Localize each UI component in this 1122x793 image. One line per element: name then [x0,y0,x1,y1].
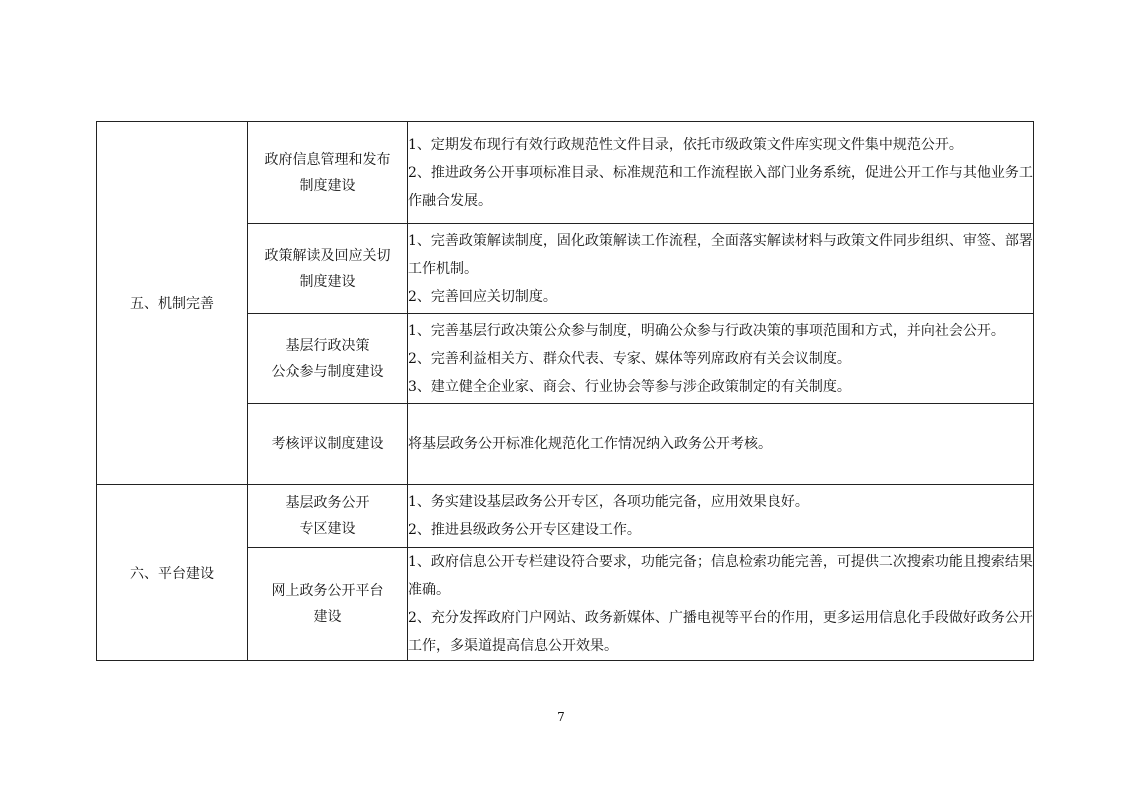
item-cell [248,548,408,661]
item-label: 政策解读及回应关切 [264,247,391,264]
requirement-text: 2、推进县级政务公开专区建设工作。 [408,522,641,538]
requirement-text: 2、推进政务公开事项标准目录、标准规范和工作流程嵌入部门业务系统，促进公开工作与其他业务工作融合发展。 [408,164,1033,209]
table-row [97,485,1034,548]
item-label: 基层行政决策 [285,337,370,354]
requirement-text: 1、完善政策解读制度，固化政策解读工作流程，全面落实解读材料与政策文件同步组织、审签、部署工作机制。 [408,232,1033,277]
requirement-cell [408,548,1034,661]
item-label: 政府信息管理和发布 [264,151,391,168]
policy-table [96,121,1034,661]
page-number: 7 [557,710,565,724]
item-label: 基层政务公开 [285,495,370,511]
table-row [97,122,1034,224]
item-cell [248,485,408,548]
item-label: 公众参与制度建设 [271,363,384,380]
requirement-cell [408,224,1034,314]
requirement-cell [408,485,1034,548]
requirement-text: 2、完善回应关切制度。 [408,288,557,305]
requirement-text: 3、建立健全企业家、商会、行业协会等参与涉企政策制定的有关制度。 [408,378,851,395]
requirement-cell [408,122,1034,224]
requirement-text: 1、完善基层行政决策公众参与制度，明确公众参与行政决策的事项范围和方式，并向社会公开。 [408,322,1005,339]
category-cell: 六、平台建设 [97,485,248,661]
item-cell [248,224,408,314]
requirement-cell [408,404,1034,485]
item-cell [248,404,408,485]
item-label: 制度建设 [299,273,356,290]
requirement-text: 1、定期发布现行有效行政规范性文件目录，依托市级政策文件库实现文件集中规范公开。 [408,136,963,153]
item-cell [248,122,408,224]
item-label: 考核评议制度建设 [271,436,384,452]
item-label: 专区建设 [299,521,356,537]
category-cell: 五、机制完善 [97,122,248,485]
item-cell [248,314,408,404]
requirement-text: 1、务实建设基层政务公开专区，各项功能完备，应用效果良好。 [408,494,809,510]
requirement-text: 2、充分发挥政府门户网站、政务新媒体、广播电视等平台的作用，更多运用信息化手段做好政务公开工作，多渠道提高信息公开效果。 [408,610,1033,654]
requirement-text: 1、政府信息公开专栏建设符合要求，功能完备；信息检索功能完善，可提供二次搜索功能且搜索结果准确。 [408,554,1033,598]
item-label: 网上政务公开平台 [271,583,384,599]
item-label: 制度建设 [299,177,356,194]
requirement-cell [408,314,1034,404]
requirement-text: 2、完善利益相关方、群众代表、专家、媒体等列席政府有关会议制度。 [408,350,851,367]
requirement-text: 将基层政务公开标准化规范化工作情况纳入政务公开考核。 [408,436,772,452]
item-label: 建设 [313,609,342,625]
